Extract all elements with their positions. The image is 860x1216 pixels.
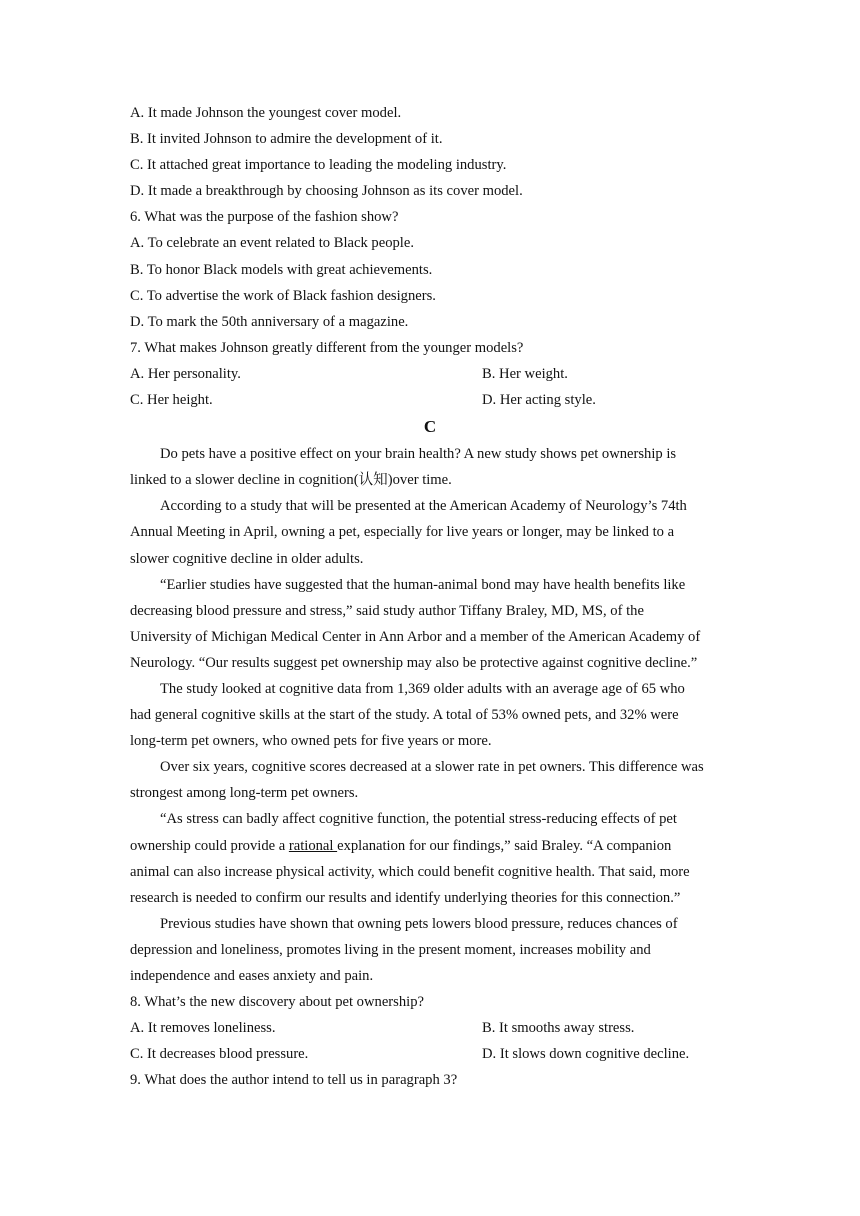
q9-question: 9. What does the author intend to tell us in paragraph 3? [130, 1072, 458, 1089]
paragraph-3-line: “Earlier studies have suggested that the human-animal bond may have health benefits like [160, 576, 686, 593]
paragraph-5-line: Over six years, cognitive scores decreased at a slower rate in pet owners. This difference was [160, 759, 704, 776]
paragraph-6-text: explanation for our findings,” said Braley. “A companion [337, 837, 672, 854]
section-c-title: C [423, 417, 437, 437]
q6-option-d: D. To mark the 50th anniversary of a magazine. [130, 313, 409, 330]
paragraph-6 [130, 806, 730, 910]
paragraph-4-line: long-term pet owners, who owned pets for five years or more. [130, 733, 492, 750]
paragraph-1-line: linked to a slower decline in cognition(认知)over time. [130, 472, 452, 489]
paragraph-7-line: independence and eases anxiety and pain. [130, 968, 374, 984]
q7-option-c: C. Her height. [130, 392, 213, 409]
paragraph-2-line: According to a study that will be presented at the American Academy of Neurology’s 74th [160, 498, 687, 515]
paragraph-7-line: depression and loneliness, promotes living in the present moment, increases mobility and [130, 941, 651, 958]
q8-option-b: B. It smooths away stress. [482, 1020, 635, 1037]
q8-question: 8. What’s the new discovery about pet ownership? [130, 994, 424, 1011]
q7-option-a: A. Her personality. [130, 365, 241, 382]
paragraph-6-line: animal can also increase physical activity, which could benefit cognitive health. That said, more [130, 863, 690, 880]
q7-option-d: D. Her acting style. [482, 392, 596, 409]
underlined-word: rational [288, 837, 338, 854]
paragraph-1 [130, 441, 730, 493]
q8-option-c: C. It decreases blood pressure. [130, 1046, 309, 1063]
q5-option-a: A. It made Johnson the youngest cover model. [130, 105, 402, 121]
paragraph-5-line: strongest among long-term pet owners. [130, 785, 359, 802]
q8-option-a: A. It removes loneliness. [130, 1020, 276, 1037]
paragraph-2-line: slower cognitive decline in older adults. [130, 550, 364, 567]
paragraph-4 [130, 676, 730, 754]
paragraph-6-text: ownership could provide a [130, 837, 289, 854]
paragraph-7-line: Previous studies have shown that owning pets lowers blood pressure, reduces chances of [160, 915, 678, 932]
q5-option-b: B. It invited Johnson to admire the development of it. [130, 131, 443, 148]
q7-options-row-1 [130, 361, 730, 387]
page-content [130, 100, 730, 1093]
q8-options-row-1 [130, 1015, 730, 1041]
paragraph-5 [130, 754, 730, 806]
q6-option-c: C. To advertise the work of Black fashion designers. [130, 287, 436, 304]
q7-options-row-2 [130, 387, 730, 413]
paragraph-6-line [130, 833, 730, 859]
paragraph-3-line: Neurology. “Our results suggest pet ownership may also be protective against cognitive decline.” [130, 654, 698, 671]
paragraph-3-line: decreasing blood pressure and stress,” said study author Tiffany Braley, MD, MS, of the [130, 602, 644, 619]
paragraph-3 [130, 572, 730, 676]
q6-question: 6. What was the purpose of the fashion show? [130, 209, 399, 226]
q6-option-a: A. To celebrate an event related to Black people. [130, 235, 414, 252]
q5-option-d: D. It made a breakthrough by choosing Johnson as its cover model. [130, 183, 523, 200]
paragraph-2 [130, 493, 730, 571]
paragraph-4-line: The study looked at cognitive data from 1,369 older adults with an average age of 65 who [160, 680, 685, 697]
paragraph-3-line: University of Michigan Medical Center in Ann Arbor and a member of the American Academy of [130, 628, 701, 645]
q7-question: 7. What makes Johnson greatly different from the younger models? [130, 339, 524, 356]
paragraph-6-line: research is needed to confirm our results and identify underlying theories for this connection.” [130, 889, 681, 906]
q6-option-b: B. To honor Black models with great achievements. [130, 261, 433, 278]
q7-option-b: B. Her weight. [482, 365, 568, 382]
paragraph-1-line: Do pets have a positive effect on your brain health? A new study shows pet ownership is [160, 446, 677, 463]
q8-option-d: D. It slows down cognitive decline. [482, 1046, 690, 1063]
paragraph-6-line: “As stress can badly affect cognitive function, the potential stress-reducing effects of pet [160, 811, 677, 828]
paragraph-2-line: Annual Meeting in April, owning a pet, especially for live years or longer, may be linked to a [130, 524, 675, 541]
q5-option-c: C. It attached great importance to leading the modeling industry. [130, 157, 507, 174]
paragraph-4-line: had general cognitive skills at the start of the study. A total of 53% owned pets, and 32% were [130, 707, 679, 724]
paragraph-7 [130, 911, 730, 989]
q8-options-row-2 [130, 1041, 730, 1067]
